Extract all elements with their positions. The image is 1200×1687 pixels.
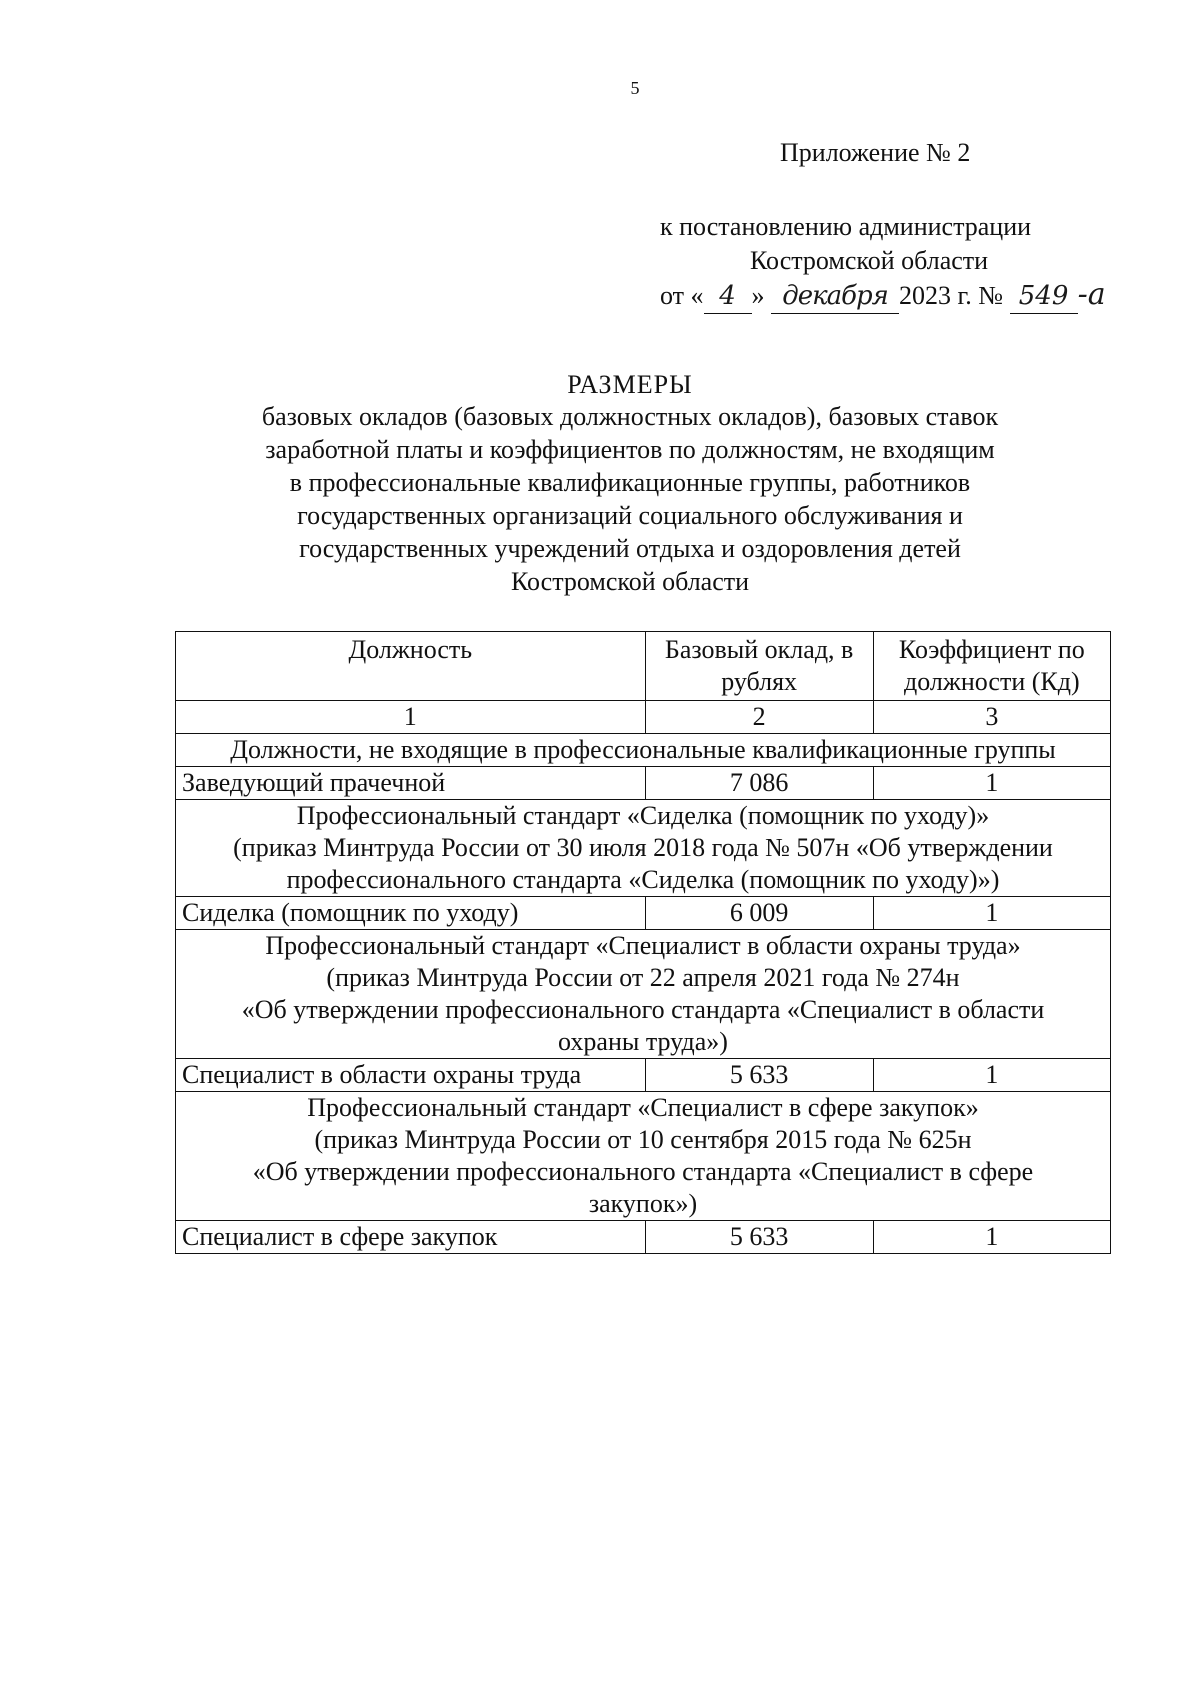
column-number: 1 [176,701,646,734]
salary-cell: 7 086 [645,767,873,800]
section-line: (приказ Минтруда России от 22 апреля 2021 года № 274н [326,963,960,992]
table-row [176,1221,1111,1254]
section-row [176,800,1111,897]
coefficient-cell: 1 [873,897,1110,930]
subtitle-line: государственных учреждений отдыха и оздоровления детей [299,534,961,563]
salary-cell: 5 633 [645,1221,873,1254]
salary-cell: 5 633 [645,1059,873,1092]
section-row [176,734,1111,767]
date-mid: » [751,281,765,310]
decree-reference [660,210,1120,314]
position-cell: Сиделка (помощник по уходу) [176,897,646,930]
decree-line-1: к постановлению администрации [660,212,1032,241]
section-line: профессионального стандарта «Сиделка (помощник по уходу)») [286,865,1000,894]
section-line: закупок») [588,1189,698,1218]
table-row [176,1059,1111,1092]
coefficient-cell: 1 [873,767,1110,800]
coefficient-cell: 1 [873,1221,1110,1254]
page-number: 5 [630,78,640,98]
section-line: охраны труда») [558,1027,728,1056]
header-salary: Базовый оклад, в рублях [645,632,873,701]
section-heading [176,800,1111,897]
section-line: «Об утверждении профессионального стандарта «Специалист в области [241,995,1045,1024]
handwritten-decree-number: 549 [1010,279,1078,314]
section-line: Профессиональный стандарт «Специалист в области охраны труда» [265,931,1021,960]
subtitle-line: Костромской области [510,567,750,596]
table-row [176,767,1111,800]
column-number: 2 [645,701,873,734]
salary-cell: 6 009 [645,897,873,930]
date-prefix: от « [660,281,704,310]
header-position: Должность [176,632,646,701]
handwritten-day: 4 [704,279,752,314]
table-row [176,897,1111,930]
document-title: РАЗМЕРЫ [567,370,693,399]
section-line: Должности, не входящие в профессиональные квалификационные группы [230,735,1056,764]
subtitle-line: в профессиональные квалификационные группы, работников [289,468,971,497]
salary-table [175,631,1111,1254]
section-line: Профессиональный стандарт «Специалист в сфере закупок» [307,1093,979,1122]
appendix-label: Приложение № 2 [780,138,971,167]
section-heading [176,930,1111,1059]
document-subtitle [200,400,1060,598]
coefficient-cell: 1 [873,1059,1110,1092]
section-line: «Об утверждении профессионального стандарта «Специалист в сфере [252,1157,1034,1186]
position-cell: Специалист в области охраны труда [176,1059,646,1092]
section-row [176,930,1111,1059]
section-row [176,1092,1111,1221]
column-number-row [176,701,1111,734]
decree-date-line [660,278,1120,314]
subtitle-line: базовых окладов (базовых должностных окладов), базовых ставок [261,402,999,431]
section-line: (приказ Минтруда России от 10 сентября 2015 года № 625н [314,1125,972,1154]
position-cell: Заведующий прачечной [176,767,646,800]
date-year: 2023 г. № [899,281,1004,310]
column-number: 3 [873,701,1110,734]
section-heading [176,734,1111,767]
decree-line-2: Костромской области [750,246,989,275]
position-cell: Специалист в сфере закупок [176,1221,646,1254]
section-heading [176,1092,1111,1221]
section-line: Профессиональный стандарт «Сиделка (помощник по уходу)» [296,801,990,830]
section-line: (приказ Минтруда России от 30 июля 2018 года № 507н «Об утверждении [233,833,1053,862]
header-coefficient: Коэффициент по должности (Кд) [873,632,1110,701]
handwritten-decree-suffix: -а [1077,277,1106,312]
table-header-row [176,632,1111,701]
subtitle-line: заработной платы и коэффициентов по должностям, не входящим [265,435,995,464]
subtitle-line: государственных организаций социального обслуживания и [297,501,963,530]
handwritten-month: декабря [771,279,899,314]
